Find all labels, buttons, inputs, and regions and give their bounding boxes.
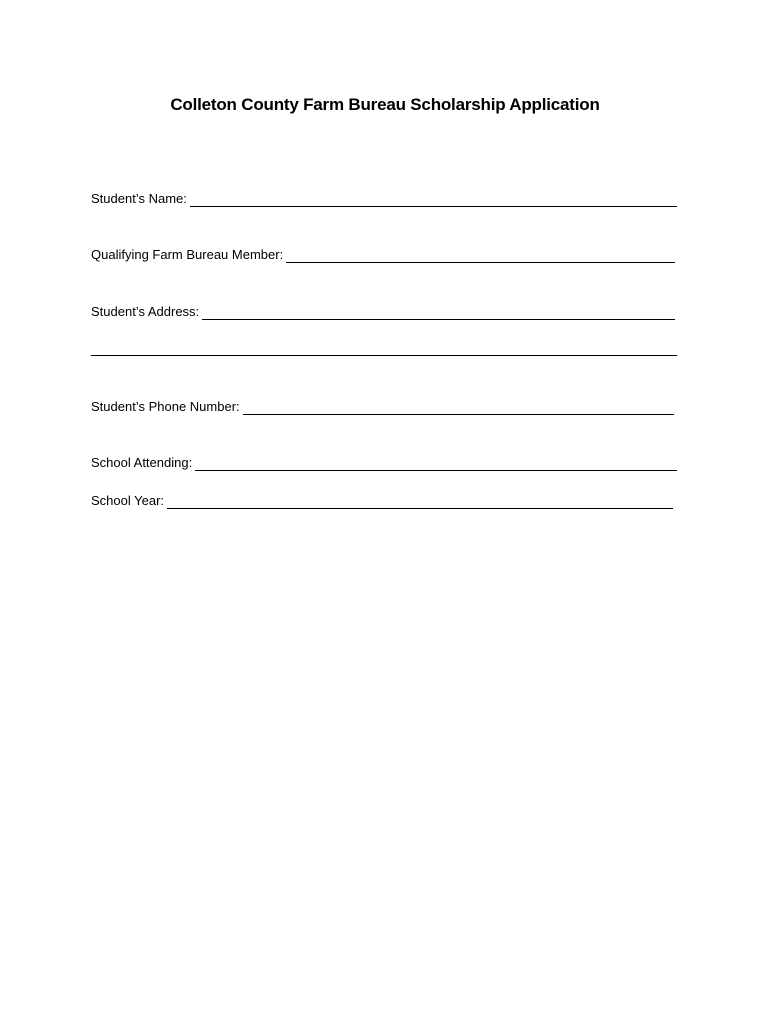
phone-number-field[interactable]	[243, 402, 674, 415]
page-title: Colleton County Farm Bureau Scholarship Application	[170, 95, 600, 114]
farm-bureau-member-field[interactable]	[286, 250, 675, 263]
school-attending-row	[91, 456, 677, 470]
student-name-field[interactable]	[190, 194, 677, 207]
school-attending-label: School Attending:	[91, 455, 193, 470]
farm-bureau-member-row	[91, 248, 675, 262]
school-year-label: School Year:	[91, 493, 165, 508]
student-address-row	[91, 305, 675, 319]
student-address-line2-field[interactable]	[91, 343, 677, 356]
student-name-row	[91, 192, 677, 206]
student-address-line2-row	[91, 343, 677, 355]
phone-number-label: Student’s Phone Number:	[91, 399, 240, 414]
school-attending-field[interactable]	[195, 458, 677, 471]
phone-number-row	[91, 400, 674, 414]
farm-bureau-member-label: Qualifying Farm Bureau Member:	[91, 247, 284, 262]
school-year-field[interactable]	[167, 496, 673, 509]
student-address-field[interactable]	[202, 307, 675, 320]
school-year-row	[91, 494, 673, 508]
student-address-label: Student’s Address:	[91, 304, 200, 319]
student-name-label: Student’s Name:	[91, 191, 187, 206]
